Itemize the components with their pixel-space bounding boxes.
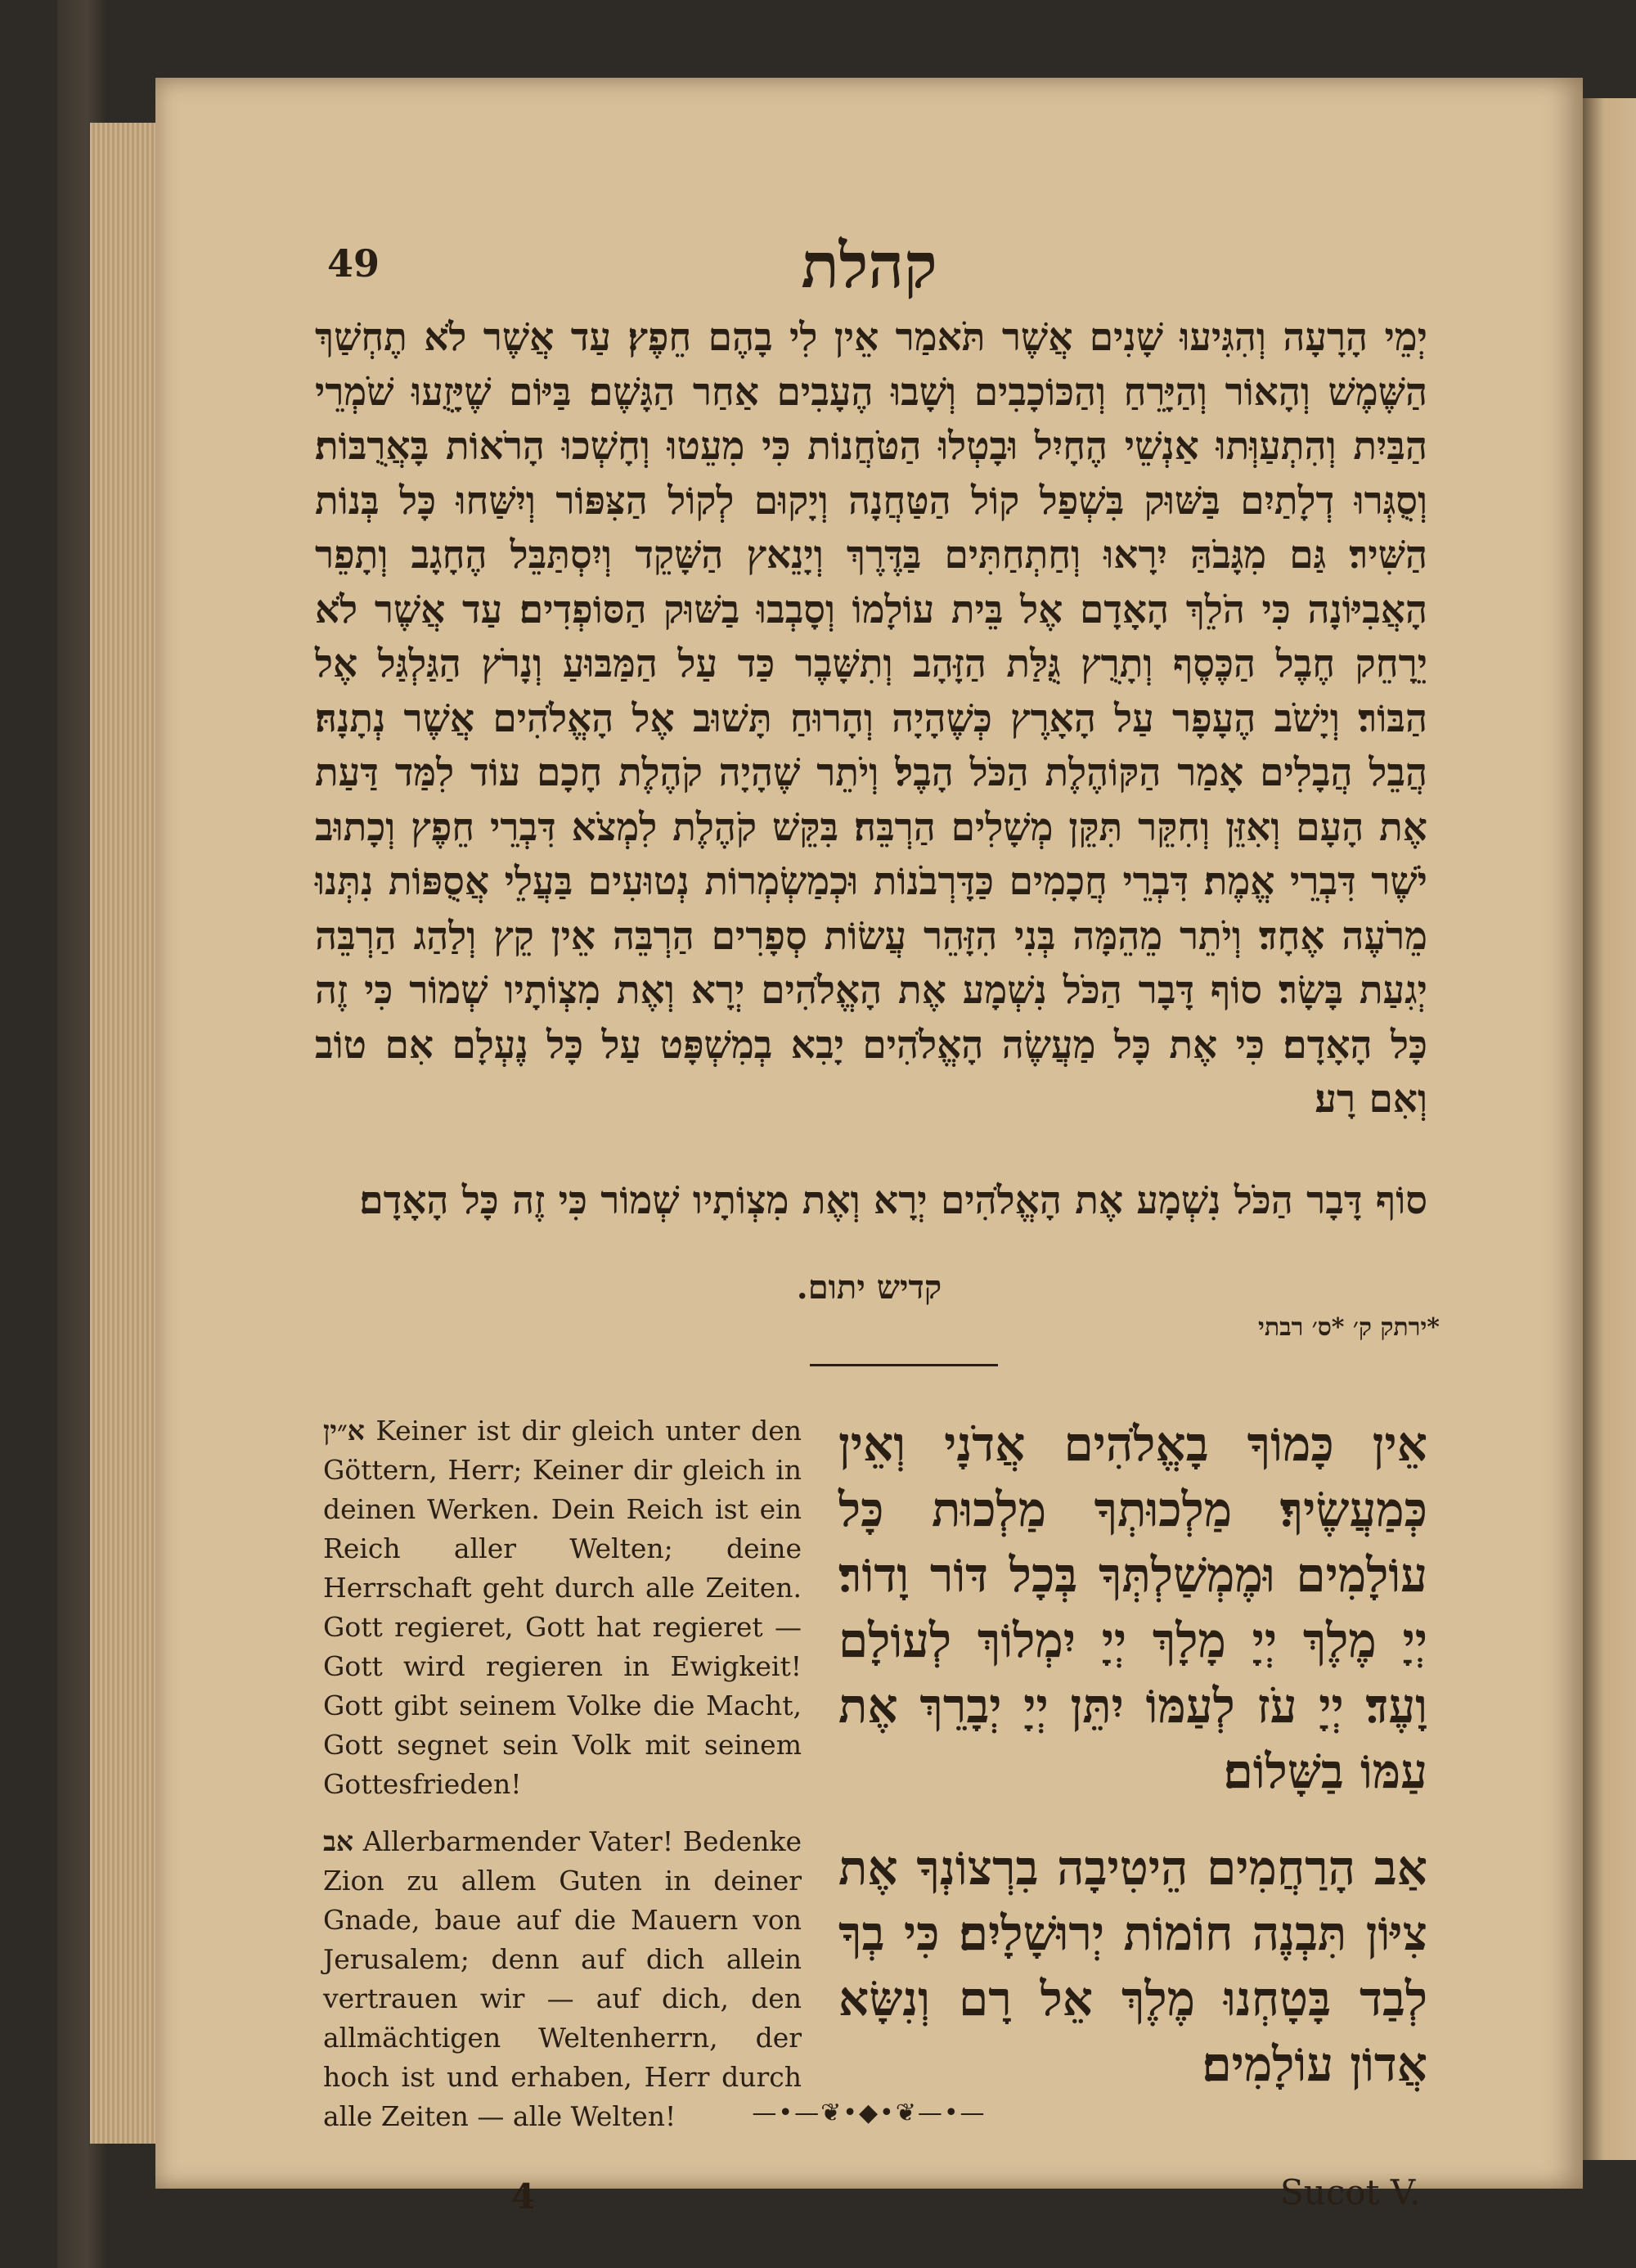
kaddish-note: *ירתק ק׳ *ס׳ רבתי <box>1258 1313 1440 1342</box>
hebrew-paragraph: אֵין כָּמוֹךָ בָאֱלֹהִים אֲדֹנָי וְאֵין כְּמַעֲשֶׂיךָ׃ מַלְכוּתְךָ מַלְכוּת כָּל עוֹלָמִים וּמֶמְשַׁלְתְּךָ בְּכָל דּוֹר וָדוֹר׃ יְיָ מֶלֶךְ יְיָ מָלָךְ יְיָ יִמְלוֹךְ לְעוֹלָם וָעֶד׃ יְיָ עֹז לְעַמּוֹ יִתֵּן יְיָ יְבָרֵךְ אֶת עַמּוֹ בַשָּׁלוֹם׃ <box>838 1416 1427 1799</box>
page-edges <box>90 123 164 2144</box>
hebrew-prayer <box>838 1411 1427 2128</box>
german-lead-word: א״ין <box>323 1415 365 1447</box>
german-text: Keiner ist dir gleich unter den Göttern, Herr; Keiner dir gleich in deinen Werken. Dein Reich ist ein Reich aller Welten; deine Herrschaft geht durch alle Zeiten. Gott regieret, Gott hat regieret — Gott wird regieren in Ewigkeit! Gott gibt seinem Volke die Macht, Gott segnet sein Volk mit seinem Gottesfrieden! <box>323 1415 802 1800</box>
german-lead-word: אב <box>323 1825 354 1857</box>
page-title: קהלת <box>801 229 937 302</box>
page-number: 49 <box>327 241 380 286</box>
german-paragraph <box>323 1822 802 2136</box>
closing-verse: סוֹף דָּבָר הַכֹּל נִשְׁמָע אֶת הָאֱלֹהִים יְרָא וְאֶת מִצְוֹתָיו שְׁמוֹר כִּי זֶה כָּל הָאָדָם׃ <box>359 1178 1427 1223</box>
german-paragraph <box>323 1411 802 1804</box>
german-text: Allerbarmender Vater! Bedenke Zion zu allem Guten in deiner Gnade, baue auf die Mauern von Jerusalem; denn auf dich allein vertrauen wir — auf dich, den allmächtigen Weltenherrn, der hoch ist und erhaben, Herr durch alle Zeiten — alle Welten! <box>323 1825 802 2132</box>
divider <box>810 1364 998 1366</box>
kaddish-title: קדיש יתום. <box>796 1268 942 1307</box>
page <box>155 78 1583 2216</box>
hebrew-paragraph: אַב הָרַחֲמִים הֵיטִיבָה בִרְצוֹנְךָ אֶת צִיּוֹן תִּבְנֶה חוֹמוֹת יְרוּשָׁלָיִם׃ כִּי בְךָ לְבַד בָּטָחְנוּ מֶלֶךְ אֵל רָם וְנִשָּׂא אֲדוֹן עוֹלָמִים׃ <box>838 1840 1427 2092</box>
ornament: —•—❦•◆•❦—•— <box>752 2099 987 2127</box>
section-label: Sucot V. <box>1280 2172 1421 2212</box>
german-translation <box>323 1411 802 2154</box>
signature-mark: 4 <box>511 2176 536 2216</box>
main-text: יְמֵי הָרָעָה וְהִגִּיעוּ שָׁנִים אֲשֶׁר תֹּאמַר אֵין לִי בָהֶם חֵפֶץ׃ עַד אֲשֶׁר לֹא תֶחְשַׁךְ הַשֶּׁמֶשׁ וְהָאוֹר וְהַיָּרֵחַ וְהַכּוֹכָבִים וְשָׁבוּ הֶעָבִים אַחַר הַגָּשֶׁם׃ בַּיּוֹם שֶׁיָּזֻעוּ שֹׁמְרֵי הַבַּיִת וְהִתְעַוְּתוּ אַנְשֵׁי הֶחָיִל וּבָטְלוּ הַטֹּחֲנוֹת כִּי מִעֵטוּ וְחָשְׁכוּ הָרֹאוֹת בָּאֲרֻבּוֹת׃ וְסֻגְּרוּ דְלָתַיִם בַּשּׁוּק בִּשְׁפַל קוֹל הַטַּחֲנָה וְיָקוּם לְקוֹל הַצִּפּוֹר וְיִשַּׁחוּ כָּל בְּנוֹת הַשִּׁיר׃ גַּם מִגָּבֹהַּ יִרָאוּ וְחַתְחַתִּים בַּדֶּרֶךְ וְיָנֵאץ הַשָּׁקֵד וְיִסְתַּבֵּל הֶחָגָב וְתָפֵר הָאֲבִיּוֹנָה כִּי הֹלֵךְ הָאָדָם אֶל בֵּית עוֹלָמוֹ וְסָבְבוּ בַשּׁוּק הַסּוֹפְדִים׃ עַד אֲשֶׁר לֹא יֵרָחֵק חֶבֶל הַכֶּסֶף וְתָרֻץ גֻּלַּת הַזָּהָב וְתִשָּׁבֶר כַּד עַל הַמַּבּוּעַ וְנָרֹץ הַגַּלְגַּל אֶל הַבּוֹר׃ וְיָשֹׁב הֶעָפָר עַל הָאָרֶץ כְּשֶׁהָיָה וְהָרוּחַ תָּשׁוּב אֶל הָאֱלֹהִים אֲשֶׁר נְתָנָהּ׃ הֲבֵל הֲבָלִים אָמַר הַקּוֹהֶלֶת הַכֹּל הָבֶל׃ וְיֹתֵר שֶׁהָיָה קֹהֶלֶת חָכָם עוֹד לִמַּד דַּעַת אֶת הָעָם וְאִזֵּן וְחִקֵּר תִּקֵּן מְשָׁלִים הַרְבֵּה׃ בִּקֵּשׁ קֹהֶלֶת לִמְצֹא דִּבְרֵי חֵפֶץ וְכָתוּב יֹשֶׁר דִּבְרֵי אֱמֶת׃ דִּבְרֵי חֲכָמִים כַּדָּרְבֹנוֹת וּכְמַשְׂמְרוֹת נְטוּעִים בַּעֲלֵי אֲסֻפּוֹת נִתְּנוּ מֵרֹעֶה אֶחָד׃ וְיֹתֵר מֵהֵמָּה בְּנִי הִזָּהֵר עֲשׂוֹת סְפָרִים הַרְבֵּה אֵין קֵץ וְלַהַג הַרְבֵּה יְגִעַת בָּשָׂר׃ סוֹף דָּבָר הַכֹּל נִשְׁמָע אֶת הָאֱלֹהִים יְרָא וְאֶת מִצְוֹתָיו שְׁמוֹר כִּי זֶה כָּל הָאָדָם׃ כִּי אֶת כָּל מַעֲשֶׂה הָאֱלֹהִים יָבִא בְמִשְׁפָּט עַל כָּל נֶעְלָם אִם טוֹב וְאִם רָע׃ <box>315 315 1427 1122</box>
next-page-edge <box>1583 98 1636 2160</box>
